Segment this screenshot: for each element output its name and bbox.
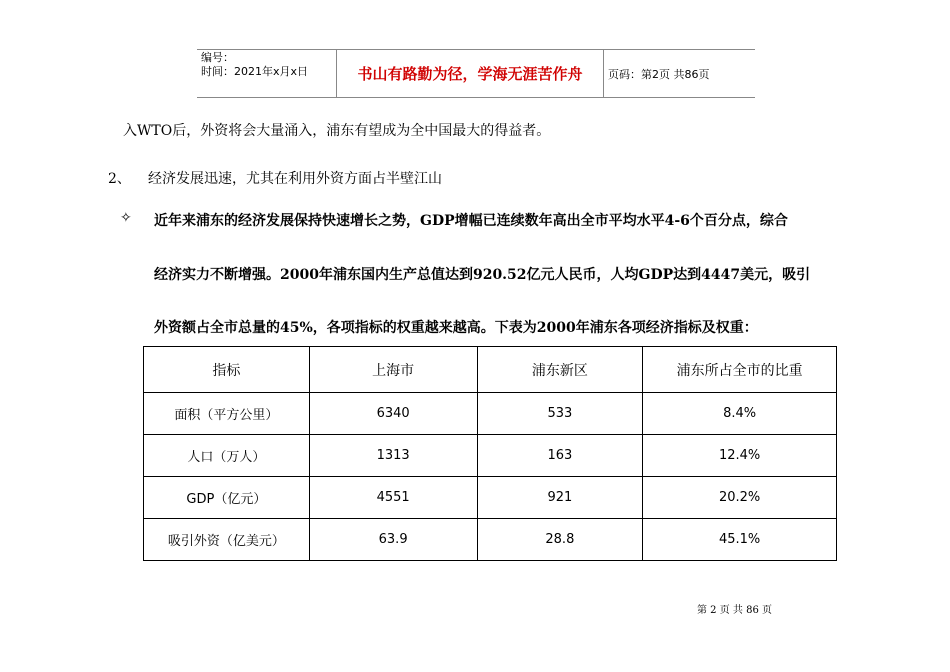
table-cell: 28.8 [477,519,643,561]
table-row [144,519,837,561]
table-row [144,393,837,435]
paragraph-line: 近年来浦东的经济发展保持快速增长之势，GDP增幅已连续数年高出全市平均水平4-6个百分点，综合 [154,213,788,229]
table-cell: 1313 [309,435,477,477]
section-heading [108,168,442,188]
economic-indicators-table [143,346,837,561]
table-row [144,477,837,519]
bullet-diamond-icon: ✧ [120,210,132,226]
table-header-cell: 上海市 [309,347,477,393]
table-cell: 921 [477,477,643,519]
table-cell: 533 [477,393,643,435]
table-cell: 45.1% [643,519,837,561]
table-cell: 吸引外资（亿美元） [144,519,310,561]
header-meta [197,50,337,97]
table-cell: 人口（万人） [144,435,310,477]
body-line: 入WTO后，外资将会大量涌入，浦东有望成为全中国最大的得益者。 [123,123,551,139]
table-cell: 12.4% [643,435,837,477]
paragraph-line: 外资额占全市总量的45%，各项指标的权重越来越高。下表为2000年浦东各项经济指标及权重： [154,320,758,336]
table-cell: 8.4% [643,393,837,435]
table-header-row [144,347,837,393]
table-cell: 20.2% [643,477,837,519]
header-number: 编号： [201,51,234,64]
header-motto: 书山有路勤为径，学海无涯苦作舟 [337,50,604,97]
header-time: 时间：2021年x月x日 [201,65,309,78]
page-header [197,49,755,98]
table-cell: GDP（亿元） [144,477,310,519]
table-header-cell: 指标 [144,347,310,393]
table-cell: 163 [477,435,643,477]
table-header-cell: 浦东所占全市的比重 [643,347,837,393]
page-footer: 第 2 页 共 86 页 [697,605,772,616]
table-header-cell: 浦东新区 [477,347,643,393]
table-cell: 4551 [309,477,477,519]
section-number: 2、 [108,171,131,187]
header-page-number: 页码：第2页 共86页 [608,67,710,81]
table-row [144,435,837,477]
table-cell: 面积（平方公里） [144,393,310,435]
table-cell: 6340 [309,393,477,435]
paragraph-line: 经济实力不断增强。2000年浦东国内生产总值达到920.52亿元人民币，人均GDP达到4447美元，吸引 [154,267,811,283]
table-cell: 63.9 [309,519,477,561]
section-title: 经济发展迅速，尤其在利用外资方面占半壁江山 [148,171,442,187]
